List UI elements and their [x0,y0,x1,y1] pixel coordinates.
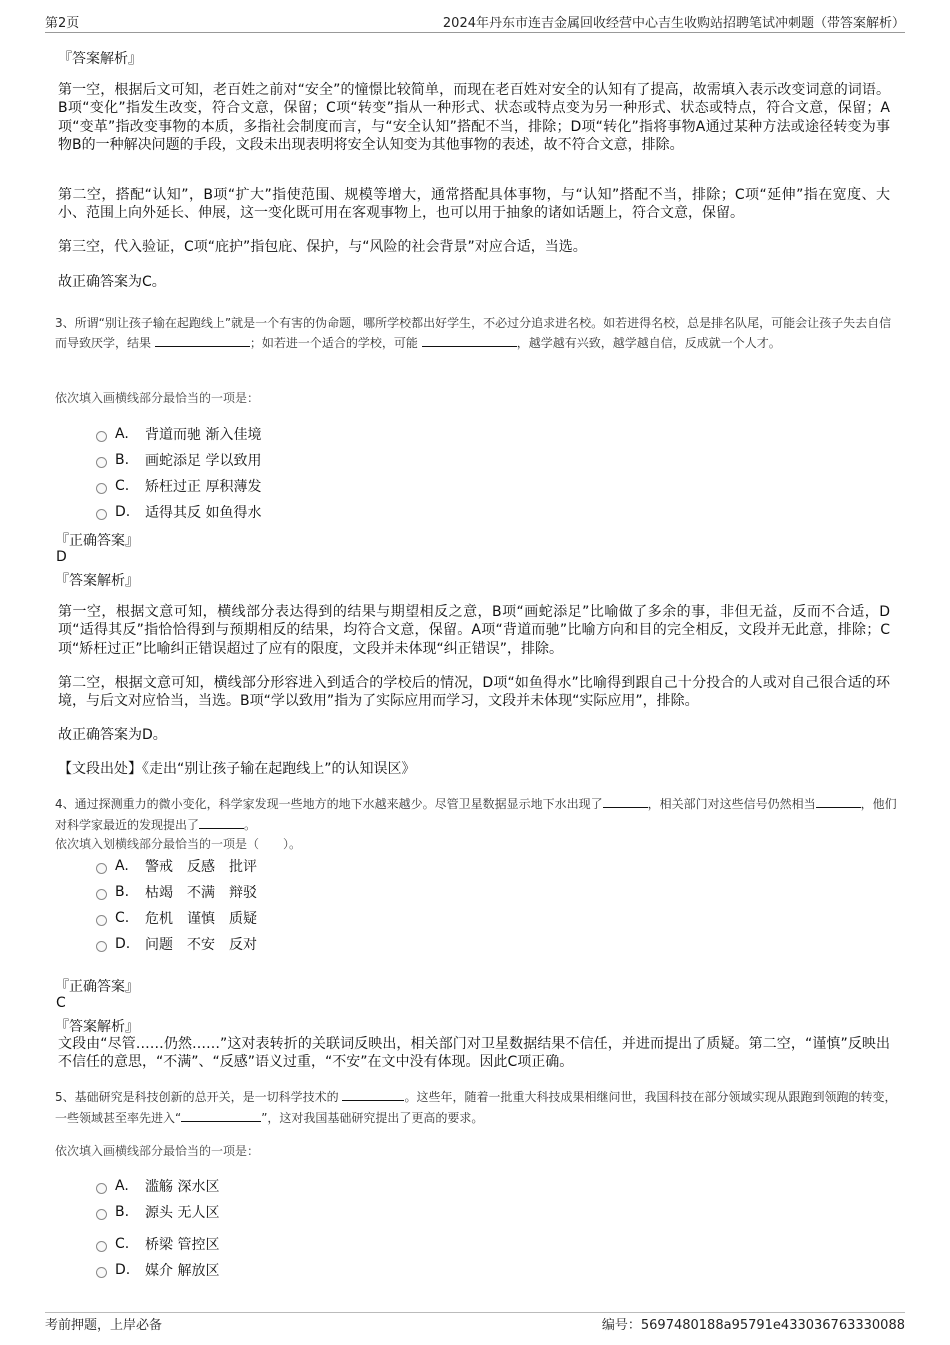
analysis-label: 『答案解析』 [55,573,139,589]
blank [181,1109,261,1122]
option-key: D. [115,936,131,952]
option-a[interactable] [96,424,261,444]
option-text: 适得其反 如鱼得水 [145,505,262,521]
radio-icon[interactable] [96,1183,107,1194]
analysis-label: 『答案解析』 [55,1019,139,1035]
question-4-stem [55,794,897,836]
option-key: A. [115,858,129,874]
stem-text: 5、基础研究是科技创新的总开关，是一切科学技术的 [55,1090,339,1104]
document-id: 编号：5697480188a95791e433036763330088 [601,1318,905,1333]
stem-text: 。这些年，随着一批重大科技成果相继问世，我国科技在部分领域实现从跟跑到领跑的转变，一些领域甚至率先进入“ [55,1090,897,1125]
analysis-paragraph: 第二空，根据文意可知，横线部分形容进入到适合的学校后的情况，D项“如鱼得水”比喻得到跟自己十分投合的人或对自己很合适的环境，与后文对应恰当，当选。B项“学以致用”指为了实际应用而学习，文段并未体现“实际应用”，排除。 [58,675,890,710]
answer-label: 『正确答案』 [55,533,139,549]
option-key: C. [115,910,130,926]
option-b[interactable] [96,882,257,902]
footer-divider [45,1312,905,1313]
radio-icon[interactable] [96,509,107,520]
option-text: 问题 不安 反对 [145,937,257,953]
radio-icon[interactable] [96,889,107,900]
stem-text: 。 [244,818,257,832]
option-key: C. [115,1236,130,1252]
analysis-paragraph: 第二空，搭配“认知”，B项“扩大”指使范围、规模等增大，通常搭配具体事物，与“认知”搭配不当，排除；C项“延伸”指在宽度、大小、范围上向外延长、伸展，这一变化既可用在客观事物上，也可以用于抽象的诸如话题上，符合文意，保留。 [58,187,890,222]
header-divider [45,32,905,33]
correct-answer: D [56,549,67,565]
option-a[interactable] [96,1176,219,1196]
option-text: 滥觞 深水区 [145,1179,220,1195]
option-key: B. [115,1204,130,1220]
stem-text: ，他们对科学家最近的发现提出了 [55,797,897,832]
page-number: 第2页 [45,16,80,31]
instruction: 依次填入画横线部分最恰当的一项是： [55,1144,260,1158]
stem-text: ”，这对我国基础研究提出了更高的要求。 [261,1111,484,1125]
blank [199,816,244,829]
option-text: 源头 无人区 [145,1205,220,1221]
option-text: 背道而驰 渐入佳境 [145,427,262,443]
option-key: A. [115,426,129,442]
footer-slogan: 考前押题，上岸必备 [45,1318,163,1333]
conclusion: 故正确答案为D。 [58,727,167,743]
radio-icon[interactable] [96,915,107,926]
option-key: B. [115,452,130,468]
option-text: 危机 谨慎 质疑 [145,911,257,927]
option-text: 枯竭 不满 辩驳 [145,885,257,901]
option-d[interactable] [96,934,257,954]
option-key: B. [115,884,130,900]
option-key: C. [115,478,130,494]
option-c[interactable] [96,1234,219,1254]
option-text: 画蛇添足 学以致用 [145,453,262,469]
option-c[interactable] [96,476,261,496]
option-text: 矫枉过正 厚积薄发 [145,479,262,495]
radio-icon[interactable] [96,457,107,468]
radio-icon[interactable] [96,483,107,494]
option-key: D. [115,1262,131,1278]
option-text: 媒介 解放区 [145,1263,220,1279]
stem-text: 4、通过探测重力的微小变化，科学家发现一些地方的地下水越来越少。尽管卫星数据显示地下水出现了 [55,797,603,811]
analysis-paragraph: 第三空，代入验证，C项“庇护”指包庇、保护，与“风险的社会背景”对应合适，当选。 [58,239,587,255]
question-3-stem [55,314,897,353]
option-c[interactable] [96,908,257,928]
blank [342,1088,404,1101]
radio-icon[interactable] [96,1267,107,1278]
document-title: 2024年丹东市连吉金属回收经营中心吉生收购站招聘笔试冲刺题（带答案解析） [442,16,905,31]
radio-icon[interactable] [96,941,107,952]
question-5-stem [55,1087,897,1129]
blank [603,795,648,808]
analysis-paragraph: 文段由“尽管……仍然……”这对表转折的关联词反映出，相关部门对卫星数据结果不信任，并进而提出了质疑。第二空，“谨慎”反映出不信任的意思，“不满”、“反感”语义过重，“不安”在文中没有体现。因此C项正确。 [58,1036,890,1071]
radio-icon[interactable] [96,863,107,874]
option-b[interactable] [96,450,261,470]
option-key: D. [115,504,131,520]
instruction: 依次填入画横线部分最恰当的一项是： [55,391,260,405]
radio-icon[interactable] [96,431,107,442]
blank [816,795,861,808]
blank [422,334,517,347]
analysis-label: 『答案解析』 [58,51,142,67]
stem-text: ；如若进一个适合的学校，可能 [249,335,418,350]
stem-text: ，越学越有兴致，越学越自信，反成就一个人才。 [516,335,781,350]
instruction: 依次填入划横线部分最恰当的一项是（ ）。 [55,837,302,851]
radio-icon[interactable] [96,1209,107,1220]
stem-text: 3、所谓“别让孩子输在起跑线上”就是一个有害的伪命题，哪所学校都出好学生，不必过分追求进名校。如若进得名校，总是排名队尾，可能会让孩子失去自信而导致厌学，结果 [55,316,892,350]
blank [155,334,250,347]
option-a[interactable] [96,856,257,876]
analysis-paragraph: 第一空，根据文意可知，横线部分表达得到的结果与期望相反之意，B项“画蛇添足”比喻做了多余的事，非但无益，反而不合适，D项“适得其反”指恰恰得到与预期相反的结果，均符合文意，保留。A项“背道而驰”比喻方向和目的完全相反，文段并无此意，排除；C项“矫枉过正”比喻纠正错误超过了应有的限度，文段并未体现“纠正错误”，排除。 [58,604,890,657]
correct-answer: C [56,995,66,1011]
option-key: A. [115,1178,129,1194]
option-b[interactable] [96,1202,219,1222]
stem-text: ，相关部门对这些信号仍然相当 [647,797,816,811]
conclusion: 故正确答案为C。 [58,274,166,290]
radio-icon[interactable] [96,1241,107,1252]
option-text: 警戒 反感 批评 [145,859,257,875]
option-d[interactable] [96,502,261,522]
answer-label: 『正确答案』 [55,979,139,995]
source: 【文段出处】《走出“别让孩子输在起跑线上”的认知误区》 [58,761,416,777]
analysis-paragraph: 第一空，根据后文可知，老百姓之前对“安全”的憧憬比较简单，而现在老百姓对安全的认知有了提高，故需填入表示改变词意的词语。B项“变化”指发生改变，符合文意，保留；C项“转变”指从一种形式、状态或特点变为另一种形式、状态或特点，符合文意，保留；A项“变革”指改变事物的本质，多指社会制度而言，与“安全认知”搭配不当，排除；D项“转化”指将事物A通过某种方法或途径转变为事物B的一种解决问题的手段，文段未出现表明将安全认知变为其他事物的表述，故不符合文意，排除。 [58,82,890,153]
option-text: 桥梁 管控区 [145,1237,220,1253]
option-d[interactable] [96,1260,219,1280]
